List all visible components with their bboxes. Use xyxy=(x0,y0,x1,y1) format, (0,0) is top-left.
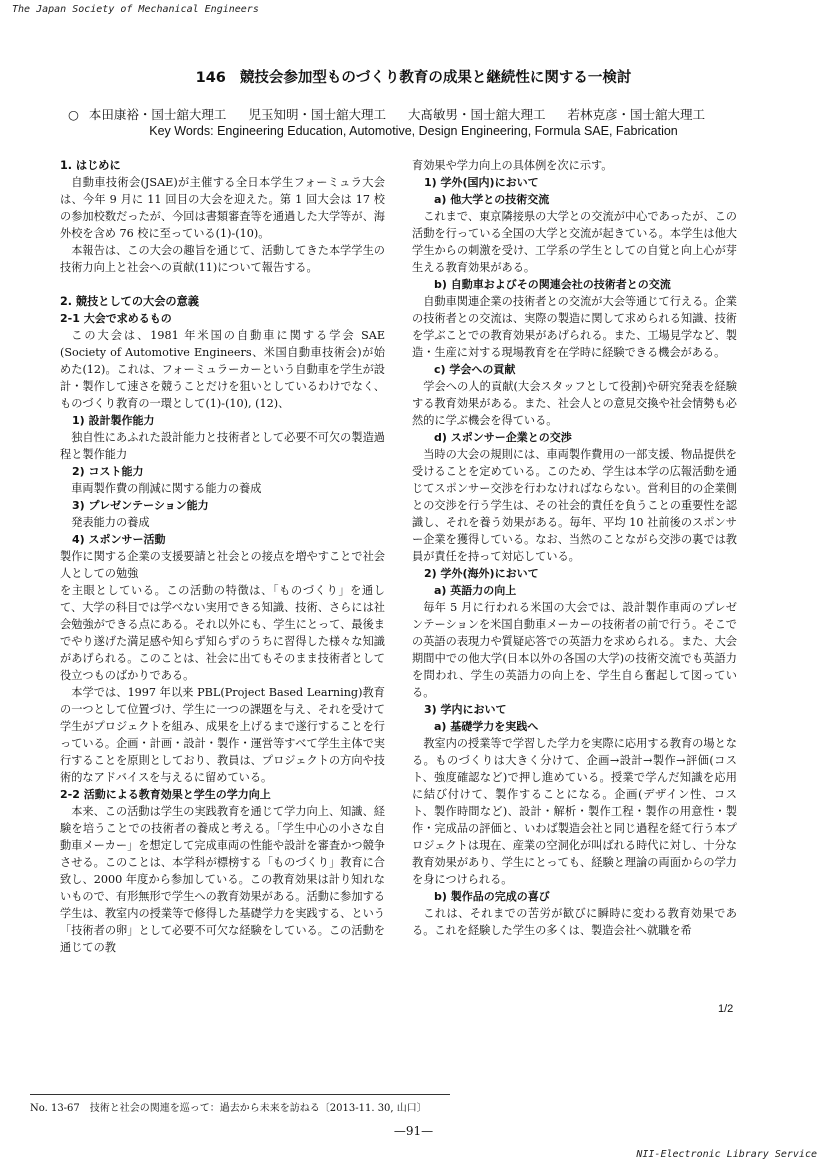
paragraph: 当時の大会の規則には、車両製作費用の一部支援、物品提供を受けることを定めている。このため、学生は本学の広報活動を通じてスポンサー交渉を行わなければならない。営利目的の企業側との交渉を行う学生は、その社会的責任を負うことの重要性を認識し、それを養う効果がある。毎年、平均 10 社前後のスポンサー企業を獲得している。なお、当然のことながら交渉の裏では教員が責任を持って対応している。 xyxy=(412,448,737,563)
author-2: 児玉知明・国士舘大理工 xyxy=(248,107,386,122)
item-text: 車両製作費の削減に関する能力の養成 xyxy=(71,482,262,495)
subitem-heading: d) スポンサー企業との交渉 xyxy=(434,431,572,444)
subitem-heading: b) 製作品の完成の喜び xyxy=(434,890,550,903)
society-header: The Japan Society of Mechanical Engineers xyxy=(12,4,259,15)
left-column xyxy=(60,157,385,956)
keywords: Key Words: Engineering Education, Automotive, Design Engineering, Formula SAE, Fabrication xyxy=(149,124,678,138)
subsection-heading: 2-1 大会で求めるもの xyxy=(60,312,172,325)
paragraph: 自動車関連企業の技術者との交流が大会等通じて行える。企業の技術者との交流は、実際の製造に関して求められる知識、技術を学ぶことでの教育効果があげられる。また、工場見学など、製造・生産に対する現場教育を在学時に経験できる機会がある。 xyxy=(412,295,737,359)
paragraph: この大会は、1981 年米国の自動車に関する学会 SAE (Society of Automotive Engineers、米国自動車技術会)が始めた(12)。これは、フォーミュラーカーという自動車を学生が設計・製作して速さを競うことだけを狙いとしているわけでなく、ものづくり教育の一環として(1)-(10), (12)、 xyxy=(60,329,385,410)
paragraph: 本来、この活動は学生の実践教育を通じて学力向上、知識、経験を培うことでの技術者の養成と考える。「学生中心の小さな自動車メーカー」を想定して完成車両の性能や設計を審査かつ競争させる。このことは、本学科が標榜する「ものづくり」教育に合致し、2000 年度から参加している。この教育効果は計り知れないもので、有形無形で学生への教育効果がある。活動に参加する学生は、教室内の授業等で修得した基礎学力を実践する、という「技術者の卵」として必要不可欠な経験をしている。この活動を通じての教 xyxy=(60,805,385,954)
item-heading: 1) 学外(国内)において xyxy=(424,176,539,189)
paragraph: これまで、東京隣接県の大学との交流が中心であったが、この活動を行っている全国の大学と交流が起きている。本学生は他大学生からの刺激を受け、工学系の学生としての自覚と向上心が芽生える教育効果がある。 xyxy=(412,210,737,274)
item-heading: 2) 学外(海外)において xyxy=(424,567,539,580)
section-heading: 1. はじめに xyxy=(60,159,121,172)
paragraph: 毎年 5 月に行われる米国の大会では、設計製作車両のプレゼンテーションを米国自動車メーカーの技術者の前で行う。そこでの英語の表現力や質疑応答での英語力を求められる。また、大会期間中での他大学(日本以外の各国の大学)の技術交流でも英語力を問われ、学生の英語力の向上を、学生自ら奮起して図っている。 xyxy=(412,601,737,699)
author-4: 若林克彦・国士舘大理工 xyxy=(567,107,705,122)
page-marker: 1/2 xyxy=(718,1003,734,1015)
page-number: —91— xyxy=(393,1124,434,1138)
paper-title xyxy=(0,66,827,87)
subsection-heading: 2-2 活動による教育効果と学生の学力向上 xyxy=(60,788,271,801)
item-text: 発表能力の養成 xyxy=(71,516,150,529)
paper-title-text: 競技会参加型ものづくり教育の成果と継続性に関する一検討 xyxy=(239,70,632,86)
subitem-heading: a) 基礎学力を実践へ xyxy=(434,720,539,733)
item-heading: 3) プレゼンテーション能力 xyxy=(72,499,209,512)
footer-source: NII-Electronic Library Service xyxy=(636,1149,817,1160)
paragraph: 本報告は、この大会の趣旨を通じて、活動してきた本学学生の技術力向上と社会への貢献(11)について報告する。 xyxy=(60,244,385,274)
subitem-heading: a) 他大学との技術交流 xyxy=(434,193,550,206)
footnote: No. 13-67 技術と社会の関連を巡って：過去から未来を訪ねる〔2013-11. 30, 山口〕 xyxy=(30,1103,427,1114)
footnote-divider xyxy=(30,1094,450,1095)
paragraph: 学会への人的貢献(大会スタッフとして役割)や研究発表を経験する教育効果がある。また、社会人との意見交換や社会情勢も必然的に学ぶ機会を得ている。 xyxy=(412,380,737,427)
subitem-heading: a) 英語力の向上 xyxy=(434,584,517,597)
author-list xyxy=(68,105,727,123)
paragraph: 自動車技術会(JSAE)が主催する全日本学生フォーミュラ大会は、今年 9 月に 11 回目の大会を迎えた。第 1 回大会は 17 校の参加校数だったが、今回は書類審査等を通過した大学等が、海外校を含め 76 校に至っている(1)-(10)。 xyxy=(60,176,385,240)
item-heading: 4) スポンサー活動 xyxy=(72,533,166,546)
item-heading: 3) 学内において xyxy=(424,703,507,716)
paragraph: 本学では、1997 年以来 PBL(Project Based Learning)教育の一つとして位置づけ、学生に一つの課題を与え、それを受けて学生がプロジェクトを組み、成果を上げるまで遂行することを行っている。企画・計画・設計・製作・運営等すべて学生主体で実行することを原則としており、教員は、プロジェクトの方向や技術的なアドバイスを与えるに留めている。 xyxy=(60,686,385,784)
paper-number: 146 xyxy=(195,70,226,86)
item-text: 製作に関する企業の支援要請と社会との接点を増やすことで社会人としての勉強 xyxy=(60,550,385,580)
author-1: 本田康裕・国士舘大理工 xyxy=(88,107,227,122)
paragraph: 育効果や学力向上の具体例を次に示す。 xyxy=(412,159,613,172)
author-3: 大髙敏男・国士舘大理工 xyxy=(407,107,546,122)
item-heading: 2) コスト能力 xyxy=(72,465,144,478)
paragraph: を主眼としている。この活動の特徴は、「ものづくり」を通して、大学の科目では学べない実用できる知識、技術、さらには社会勉強ができる点にある。それ以外にも、学生にとって、最後までやり遂げた満足感や知らず知らずのうちに習得した様々な知識があげられる。このことは、社会に出てもそのまま技術者として役立つものばかりである。 xyxy=(60,584,385,682)
subitem-heading: c) 学会への貢献 xyxy=(434,363,516,376)
paragraph: これは、それまでの苦労が歓びに瞬時に変わる教育効果である。これを経験した学生の多くは、製造会社へ就職を希 xyxy=(412,907,737,937)
subitem-heading: b) 自動車およびその関連会社の技術者との交流 xyxy=(434,278,671,291)
right-column xyxy=(412,157,737,939)
paragraph: 教室内の授業等で学習した学力を実際に応用する教育の場となる。ものづくりは大きく分けて、企画→設計→製作→評価(コスト、強度確認など)で押し進めている。授業で学んだ知識を応用に結び付けて、製作することになる。企画(デザイン性、コスト、製作時間など)、設計・解析・製作工程・製作の用意性・製作・完成品の評価と、いわば製造会社と同じ過程を経て行う本プロジェクトは現在、産業の空洞化が叫ばれる時代に対し、十分な教育効果があり、学生にとっても、経験と理論の両面からの学力を身につけられる。 xyxy=(412,737,737,886)
presenter-marker: ○ xyxy=(68,107,79,122)
section-heading: 2. 競技としての大会の意義 xyxy=(60,295,199,308)
item-text: 独自性にあふれた設計能力と技術者として必要不可欠の製造過程と製作能力 xyxy=(60,431,385,461)
item-heading: 1) 設計製作能力 xyxy=(72,414,155,427)
